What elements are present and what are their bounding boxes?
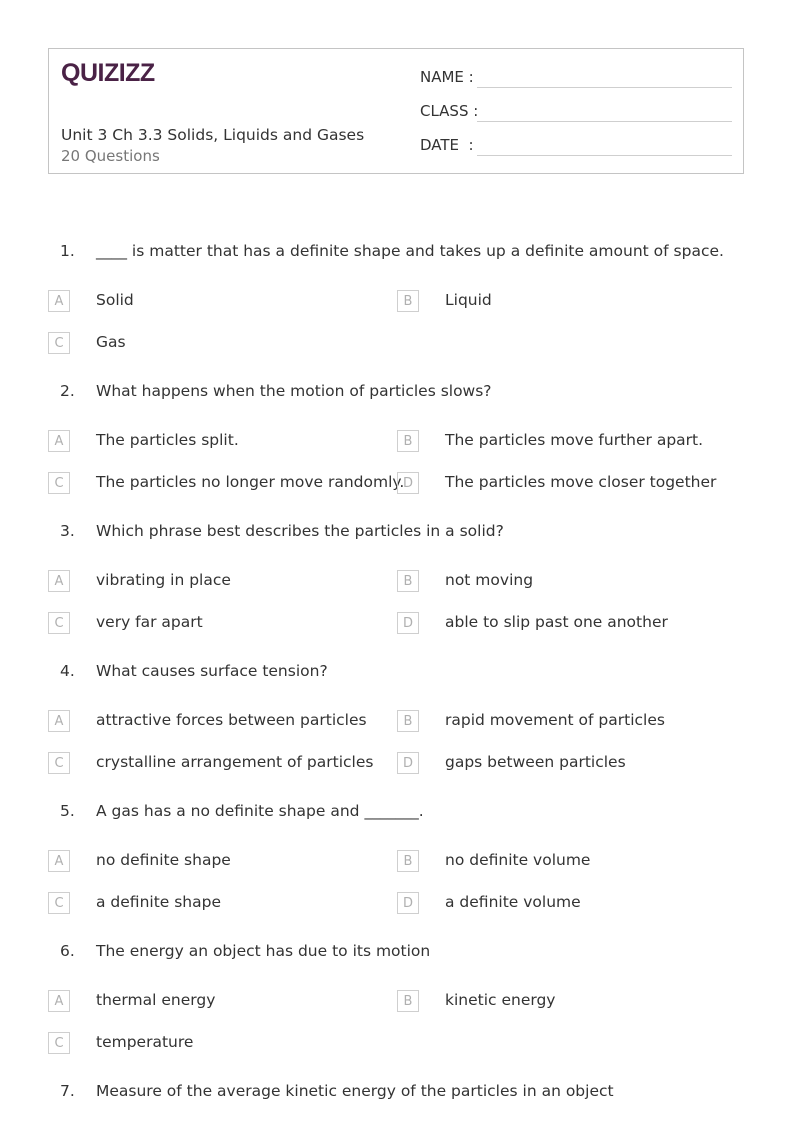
option-text: gaps between particles: [445, 753, 626, 771]
option-letter-box: C: [48, 332, 70, 354]
question-item: [0, 382, 794, 422]
option-text: a definite volume: [445, 893, 581, 911]
option-letter-box: B: [397, 850, 419, 872]
option-text: no definite shape: [96, 851, 231, 869]
option-text: rapid movement of particles: [445, 711, 665, 729]
worksheet-title: Unit 3 Ch 3.3 Solids, Liquids and Gases: [61, 126, 365, 144]
option-letter-box: D: [397, 472, 419, 494]
question-text: What happens when the motion of particles slows?: [96, 382, 492, 400]
option-text: very far apart: [96, 613, 203, 631]
option-letter-box: B: [397, 990, 419, 1012]
question-text: Which phrase best describes the particles in a solid?: [96, 522, 504, 540]
option-text: Gas: [96, 333, 126, 351]
option-letter-box: D: [397, 752, 419, 774]
option-letter-box: C: [48, 472, 70, 494]
question-text: Measure of the average kinetic energy of the particles in an object: [96, 1082, 614, 1100]
option-letter-box: A: [48, 290, 70, 312]
question-item: [0, 662, 794, 702]
option-text: vibrating in place: [96, 571, 231, 589]
option-text: Solid: [96, 291, 134, 309]
question-number: 5.: [60, 802, 75, 820]
question-item: [0, 802, 794, 842]
date-line: [477, 155, 732, 156]
option-letter-box: D: [397, 892, 419, 914]
option-text: The particles move closer together: [445, 473, 717, 491]
worksheet-header: [48, 48, 744, 174]
option-text: thermal energy: [96, 991, 216, 1009]
question-number: 4.: [60, 662, 75, 680]
question-text: The energy an object has due to its motion: [96, 942, 431, 960]
question-number: 2.: [60, 382, 75, 400]
question-item: [0, 242, 794, 282]
question-item: [0, 942, 794, 982]
name-line: [477, 87, 732, 88]
option-text: no definite volume: [445, 851, 591, 869]
question-item: [0, 1082, 794, 1122]
option-text: The particles move further apart.: [445, 431, 704, 449]
question-number: 3.: [60, 522, 75, 540]
option-letter-box: A: [48, 430, 70, 452]
option-letter-box: B: [397, 570, 419, 592]
option-letter-box: A: [48, 570, 70, 592]
option-letter-box: C: [48, 1032, 70, 1054]
option-text: Liquid: [445, 291, 492, 309]
question-text: ____ is matter that has a definite shape and takes up a definite amount of space.: [96, 242, 724, 260]
option-letter-box: A: [48, 710, 70, 732]
name-label: NAME :: [420, 68, 474, 86]
date-label: DATE :: [420, 136, 474, 154]
question-number: 6.: [60, 942, 75, 960]
option-letter-box: B: [397, 290, 419, 312]
class-line: [477, 121, 732, 122]
option-letter-box: C: [48, 892, 70, 914]
option-letter-box: B: [397, 430, 419, 452]
question-count: 20 Questions: [61, 147, 160, 165]
question-item: [0, 522, 794, 562]
question-text: A gas has a no definite shape and _______.: [96, 802, 424, 820]
option-letter-box: D: [397, 612, 419, 634]
option-text: The particles no longer move randomly.: [96, 473, 405, 491]
question-text: What causes surface tension?: [96, 662, 328, 680]
quizizz-logo: QUIZIZZ: [61, 59, 155, 87]
option-letter-box: A: [48, 850, 70, 872]
option-letter-box: B: [397, 710, 419, 732]
option-letter-box: C: [48, 612, 70, 634]
option-text: temperature: [96, 1033, 194, 1051]
option-text: kinetic energy: [445, 991, 556, 1009]
option-text: crystalline arrangement of particles: [96, 753, 374, 771]
option-text: not moving: [445, 571, 534, 589]
question-number: 7.: [60, 1082, 75, 1100]
option-letter-box: C: [48, 752, 70, 774]
class-label: CLASS :: [420, 102, 479, 120]
option-text: attractive forces between particles: [96, 711, 367, 729]
option-letter-box: A: [48, 990, 70, 1012]
option-text: able to slip past one another: [445, 613, 668, 631]
question-number: 1.: [60, 242, 75, 260]
option-text: The particles split.: [96, 431, 239, 449]
option-text: a definite shape: [96, 893, 222, 911]
